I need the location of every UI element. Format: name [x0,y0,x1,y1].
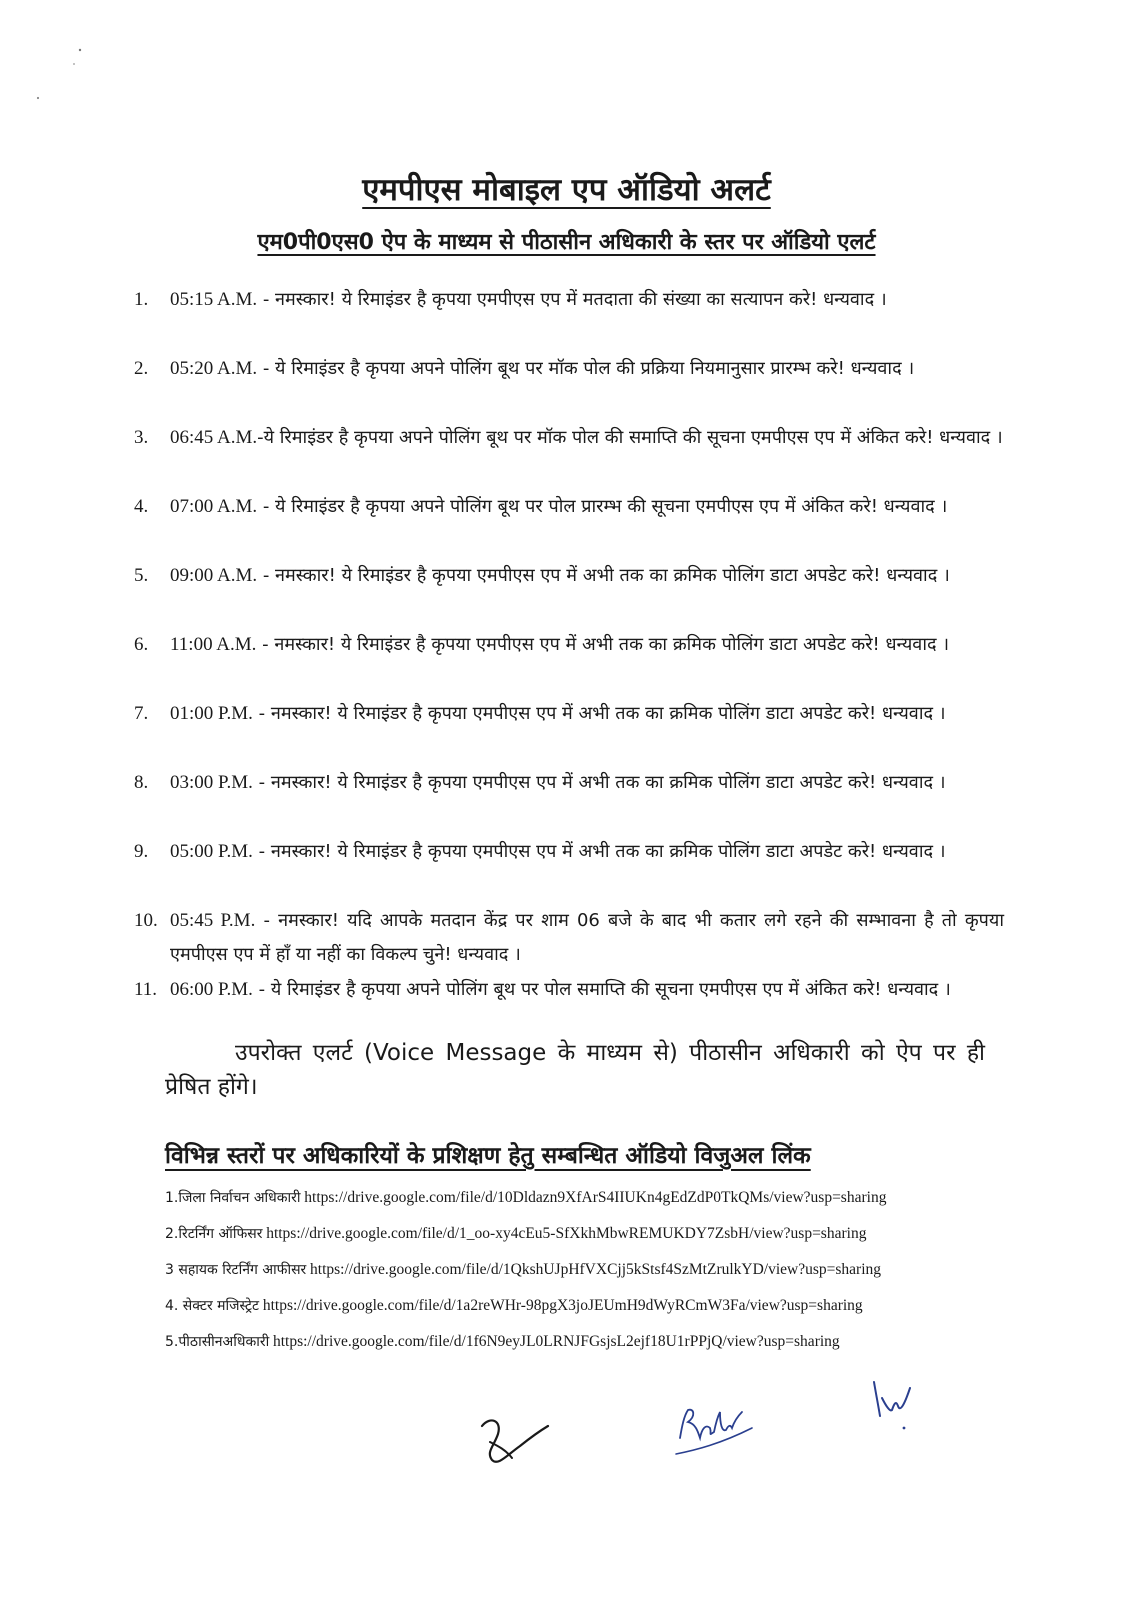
reminder-text: - नमस्कार! ये रिमाइंडर है कृपया एमपीएस एप में अभी तक का क्रमिक पोलिंग डाटा अपडेट करे! धन्यवाद । [252,703,946,724]
reminder-time: 03:00 P.M. [170,772,253,793]
reminder-item [134,766,1004,835]
reminder-time: 06:00 P.M. [170,979,253,1000]
link-url[interactable]: https://drive.google.com/file/d/1QkshUJpHfVXCjj5kStsf4SzMtZrulkYD/view?usp=sharing [310,1261,882,1278]
document-title: एमपीएस मोबाइल एप ऑडियो अलर्ट [362,172,771,208]
signature-3 [868,1376,918,1432]
link-label: 3 सहायक रिटर्निंग आफीसर [165,1262,307,1278]
reminder-text: - नमस्कार! ये रिमाइंडर है कृपया एमपीएस एप में मतदाता की संख्या का सत्यापन करे! धन्यवाद । [257,289,887,310]
reminder-number: 3. [134,427,149,448]
reminder-number: 4. [134,496,149,517]
reminder-time: 05:20 A.M. [170,358,258,379]
link-url[interactable]: https://drive.google.com/file/d/1a2reWHr-98pgX3joJEUmH9dWyRCmW3Fa/view?usp=sharing [262,1297,863,1314]
reminder-text: - ये रिमाइंडर है कृपया अपने पोलिंग बूथ पर पोल समाप्ति की सूचना एमपीएस एप में अंकित करे! धन्यवाद । [252,979,951,1000]
reminder-number: 9. [134,841,149,862]
reminder-list [134,283,1004,1042]
signature-2 [672,1398,756,1462]
reminder-item [134,973,1004,1042]
reminder-item [134,490,1004,559]
reminder-number: 11. [134,979,158,1000]
reminder-text: - नमस्कार! ये रिमाइंडर है कृपया एमपीएस एप में अभी तक का क्रमिक पोलिंग डाटा अपडेट करे! धन्यवाद । [252,772,946,793]
reminder-item [134,628,1004,697]
reminder-item [134,835,1004,904]
reminder-text: -ये रिमाइंडर है कृपया अपने पोलिंग बूथ पर मॉक पोल की समाप्ति की सूचना एमपीएस एप में अंकित करे! धन्यवाद । [257,427,1003,448]
link-label: 4. सेक्टर मजिस्ट्रेट [165,1298,260,1314]
reminder-time: 07:00 A.M. [170,496,258,517]
reminder-time: 05:15 A.M. [170,289,258,310]
reminder-item [134,904,1004,973]
reminder-time: 11:00 A.M. [170,634,257,655]
document-subtitle: एम0पी0एस0 ऐप के माध्यम से पीठासीन अधिकारी के स्तर पर ऑडियो एलर्ट [257,230,876,255]
reminder-text: - नमस्कार! ये रिमाइंडर है कृपया एमपीएस एप में अभी तक का क्रमिक पोलिंग डाटा अपडेट करे! धन्यवाद । [252,841,946,862]
reminder-time: 05:45 P.M. [170,910,256,931]
reminder-time: 05:00 P.M. [170,841,253,862]
reminder-item [134,352,1004,421]
reminder-number: 5. [134,565,149,586]
link-label: 2.रिटर्निंग ऑफिसर [165,1226,263,1242]
link-url[interactable]: https://drive.google.com/file/d/1f6N9eyJL0LRNJFGsjsL2ejf18U1rPPjQ/view?usp=sharing [272,1333,840,1350]
reminder-time: 09:00 A.M. [170,565,258,586]
reminder-item [134,559,1004,628]
reminder-number: 8. [134,772,149,793]
reminder-item [134,283,1004,352]
link-url[interactable]: https://drive.google.com/file/d/1_oo-xy4cEu5-SfXkhMbwREMUKDY7ZsbH/view?usp=sharing [266,1225,867,1242]
reminder-text: - नमस्कार! यदि आपके मतदान केंद्र पर शाम 06 बजे के बाद भी कतार लगे रहने की सम्भावना है तो कृपया एमपीएस एप में हाँ या नहीं का विकल्प चुने! धन्यवाद । [170,910,1004,965]
training-link-item [165,1294,995,1330]
training-link-item [165,1186,995,1222]
scan-specks [30,40,90,110]
reminder-number: 6. [134,634,149,655]
signature-1 [476,1412,556,1472]
training-link-item [165,1222,995,1258]
reminder-time: 06:45 A.M. [170,427,258,448]
reminder-text: - ये रिमाइंडर है कृपया अपने पोलिंग बूथ पर मॉक पोल की प्रक्रिया नियमानुसार प्रारम्भ करे! धन्यवाद । [257,358,915,379]
reminder-item [134,421,1004,490]
reminder-text: - नमस्कार! ये रिमाइंडर है कृपया एमपीएस एप में अभी तक का क्रमिक पोलिंग डाटा अपडेट करे! धन्यवाद । [257,565,950,586]
training-link-item [165,1258,995,1294]
link-label: 1.जिला निर्वाचन अधिकारी [165,1190,301,1206]
link-label: 5.पीठासीनअधिकारी [165,1334,270,1350]
reminder-item [134,697,1004,766]
training-link-item [165,1330,995,1366]
reminder-number: 1. [134,289,149,310]
training-link-list [165,1186,995,1366]
reminder-number: 10. [134,910,158,931]
reminder-number: 7. [134,703,149,724]
reminder-number: 2. [134,358,149,379]
reminder-time: 01:00 P.M. [170,703,253,724]
reminder-text: - ये रिमाइंडर है कृपया अपने पोलिंग बूथ पर पोल प्रारम्भ की सूचना एमपीएस एप में अंकित करे! धन्यवाद । [257,496,948,517]
link-url[interactable]: https://drive.google.com/file/d/10Dldazn9XfArS4IIUKn4gEdZdP0TkQMs/view?usp=sharing [304,1189,887,1206]
links-section-title: विभिन्न स्तरों पर अधिकारियों के प्रशिक्षण हेतु सम्बन्धित ऑडियो विजुअल लिंक [165,1143,811,1169]
closing-note: उपरोक्त एलर्ट (Voice Message के माध्यम से) पीठासीन अधिकारी को ऐप पर ही प्रेषित होंगे। [165,1040,985,1100]
reminder-text: - नमस्कार! ये रिमाइंडर है कृपया एमपीएस एप में अभी तक का क्रमिक पोलिंग डाटा अपडेट करे! धन्यवाद । [256,634,950,655]
